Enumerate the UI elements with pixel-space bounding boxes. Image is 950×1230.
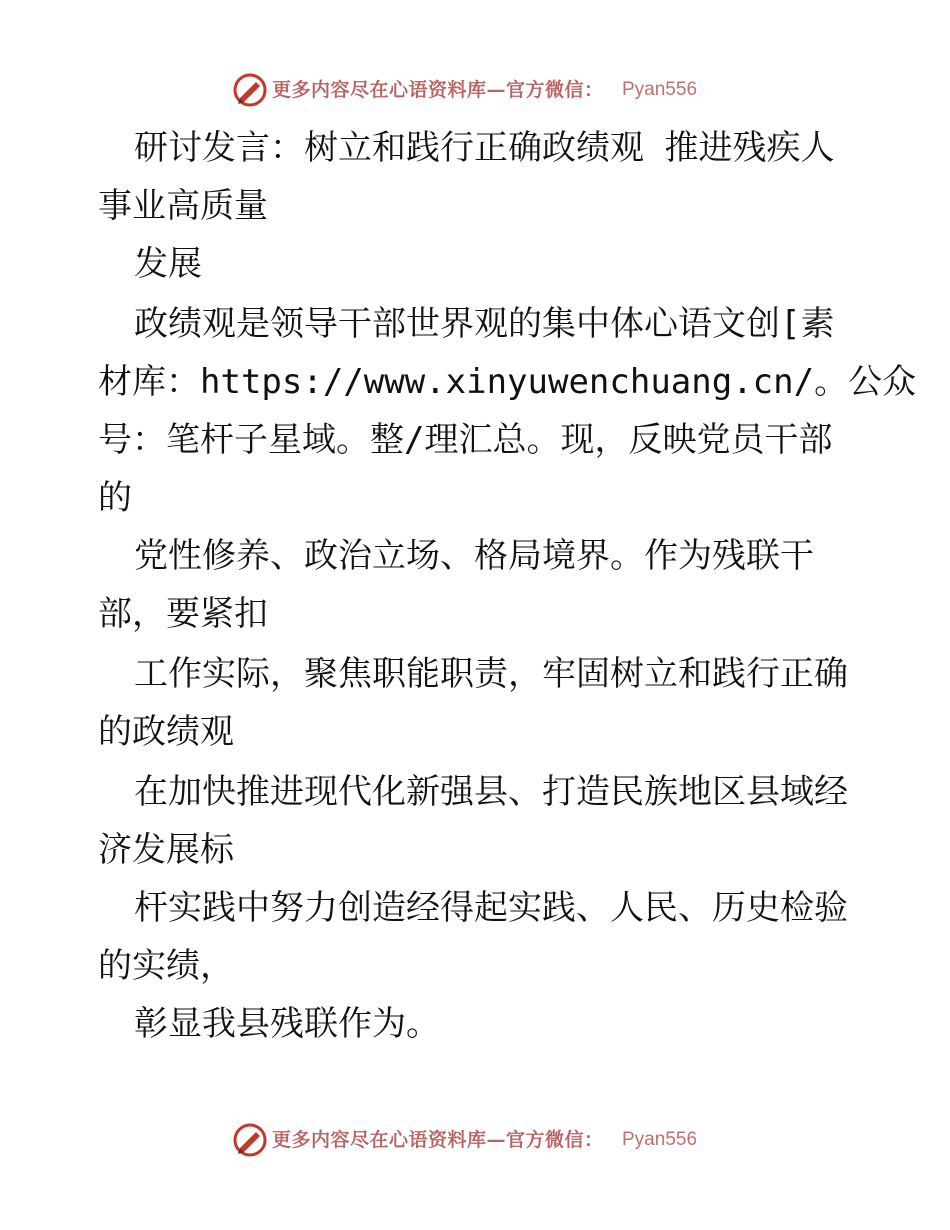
title-line-1: 研讨发言：树立和践行正确政绩观 推进残疾人 — [134, 128, 835, 168]
body-line: 工作实际，聚焦职能职责，牢固树立和践行正确 — [134, 654, 848, 694]
body-line: 的政绩观 — [98, 712, 234, 752]
body-line: 济发展标 — [98, 830, 234, 870]
wechat-id: Pyan556 — [622, 79, 698, 100]
footer-watermark — [0, 1120, 950, 1160]
body-line: 部，要紧扣 — [98, 594, 268, 634]
body-line: 的实绩， — [98, 946, 234, 986]
body-line: 的 — [98, 478, 132, 518]
pen-logo-icon — [232, 1122, 268, 1158]
body-line: 在加快推进现代化新强县、打造民族地区县域经 — [134, 772, 848, 812]
body-line: 材库：https://www.xinyuwenchuang.cn/。公众 — [98, 362, 917, 402]
watermark-text: 更多内容尽在心语资料库—官方微信： — [272, 1129, 604, 1151]
body-line: 彰显我县残联作为。 — [134, 1004, 440, 1044]
watermark-text: 更多内容尽在心语资料库—官方微信： — [272, 79, 604, 101]
body-line: 发展 — [134, 244, 202, 284]
wechat-id: Pyan556 — [622, 1129, 698, 1150]
title-line-2: 事业高质量 — [98, 186, 268, 226]
body-line: 杆实践中努力创造经得起实践、人民、历史检验 — [134, 888, 848, 928]
body-line: 号：笔杆子星域。整/理汇总。现，反映党员干部 — [98, 420, 833, 460]
body-line: 党性修养、政治立场、格局境界。作为残联干 — [134, 536, 814, 576]
body-line: 政绩观是领导干部世界观的集中体心语文创[素 — [134, 304, 835, 344]
